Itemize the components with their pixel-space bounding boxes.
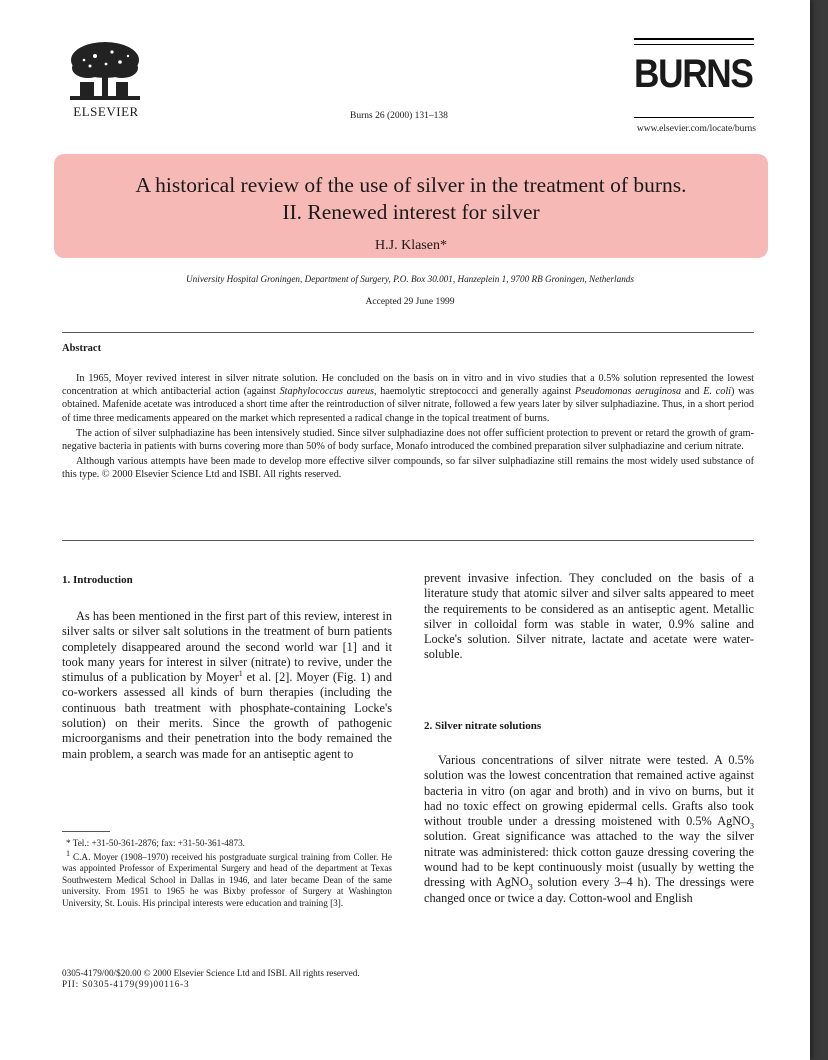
section-heading-silver-nitrate: 2. Silver nitrate solutions xyxy=(424,720,542,732)
affiliation: University Hospital Groningen, Department of Surgery, P.O. Box 30.001, Hanzeplein 1, 9700 RB Groningen, Netherlands xyxy=(186,274,634,284)
footnotes xyxy=(62,838,392,911)
abstract-paragraph: In 1965, Moyer revived interest in silver nitrate solution. He concluded on the basis on in vitro and in vivo studies that a 0.5% solution represented the lowest concentration at which antibacterial action (against Staphylococcus aureus, haemolytic streptococci and generally against Pseudomonas aeruginosa and E. coli) was obtained. Mafenide acetate was introduced a short time after the reintroduction of silver nitrate, followed a few years later by silver sulphadiazine. Thus, in a short period of time three medicaments appeared on the market which represented a radical change in the topical treatment of burns. xyxy=(62,373,754,424)
article-title xyxy=(54,172,768,226)
footnote-ref[interactable]: 1 xyxy=(238,669,243,679)
footnote-moyer: $^1$ C.A. Moyer (1908–1970) received his postgraduate surgical training from Coller. He was appointed Professor of Experimental Surgery and head of the department at Texas Southwestern Medical School in Dallas in 1946, and later became Dean of the same university. From 1951 to 1965 he was Bixby professor of Surgery at Washington University, St. Louis. His principal interests were education and training [3]. xyxy=(62,848,392,908)
publisher-name: ELSEVIER xyxy=(73,104,139,119)
author: H.J. Klasen* xyxy=(375,238,447,253)
title-line-2: II. Renewed interest for silver xyxy=(282,200,540,224)
journal-citation: Burns 26 (2000) 131–138 xyxy=(350,111,448,121)
journal-rule xyxy=(634,44,754,45)
silver-nitrate-text: Various concentrations of silver nitrate were tested. A 0.5% solution was the lowest concentration that remained active against bacteria in vitro (on agar and broth) and in vivo on burns, but it had no toxic effect on growing epidermal cells. Grafts also took without trouble under a dressing moistened with 0.5% AgNO$_3$ solution. Great significance was attached to the way the silver nitrate was administered: thick cotton gauze dressing covering the wound had to be kept continuously moist (usually by wetting the dressing with AgNO$_3$ solution every 3–4 h). The dressings were changed once or twice a day. Cotton-wool and English xyxy=(424,753,754,905)
divider xyxy=(62,332,754,333)
abstract-paragraph: Although various attempts have been made to develop more effective silver compounds, so far silver sulphadiazine still remains the most widely used substance of this type. © 2000 Elsevier Science Ltd and ISBI. All rights reserved. xyxy=(62,456,754,481)
abstract-heading: Abstract xyxy=(62,343,102,354)
title-line-1: A historical review of the use of silver in the treatment of burns. xyxy=(135,173,687,197)
section-heading-introduction: 1. Introduction xyxy=(62,574,133,586)
abstract-body xyxy=(62,372,754,484)
introduction-text: As has been mentioned in the first part of this review, interest in silver salts or silver salt solutions in the treatment of burn patients completely disappeared around the second world war [1] and it took many years for interest in silver (nitrate) to revive, under the stimulus of a publication by Moyer$^1$ et al. [2]. Moyer (Fig. 1) and co-workers assessed all kinds of burn therapies (including the continuous bath treatment with phosphate-containing Locke's solution) on their merits. Since the growth of pathogenic microorganisms and their penetration into the body remained the main problem, a search was made for an antiseptic agent to xyxy=(62,609,392,761)
pii-line: PII: S0305-4179(99)00116-3 xyxy=(62,979,190,989)
journal-name: BURNS xyxy=(634,52,753,96)
journal-rule xyxy=(634,38,754,40)
introduction-continued: prevent invasive infection. They concluded on the basis of a literature study that atomic silver and silver salts appeared to meet the requirements to be considered as an antiseptic agent. Metallic silver in colloidal form was stable in water, 0.9% saline and Locke's solution. Silver nitrate, lactate and acetate were water-soluble. xyxy=(424,571,754,662)
divider xyxy=(62,540,754,541)
abstract-paragraph: The action of silver sulphadiazine has been intensively studied. Since silver sulphadiazine does not offer sufficient protection to prevent or retard the growth of gram-negative bacteria in patients with burns covering more than 50% of body surface, Monafo introduced the combined preparation silver sulphadiazine and cerium nitrate. xyxy=(62,427,754,453)
footnote-rule xyxy=(62,831,110,832)
journal-url[interactable]: www.elsevier.com/locate/burns xyxy=(636,124,756,134)
accepted-date: Accepted 29 June 1999 xyxy=(365,297,455,307)
footnote-contact: * Tel.: +31-50-361-2876; fax: +31-50-361-4873. xyxy=(66,838,245,848)
copyright-line: 0305-4179/00/$20.00 © 2000 Elsevier Science Ltd and ISBI. All rights reserved. xyxy=(62,968,360,978)
journal-rule xyxy=(634,117,754,118)
